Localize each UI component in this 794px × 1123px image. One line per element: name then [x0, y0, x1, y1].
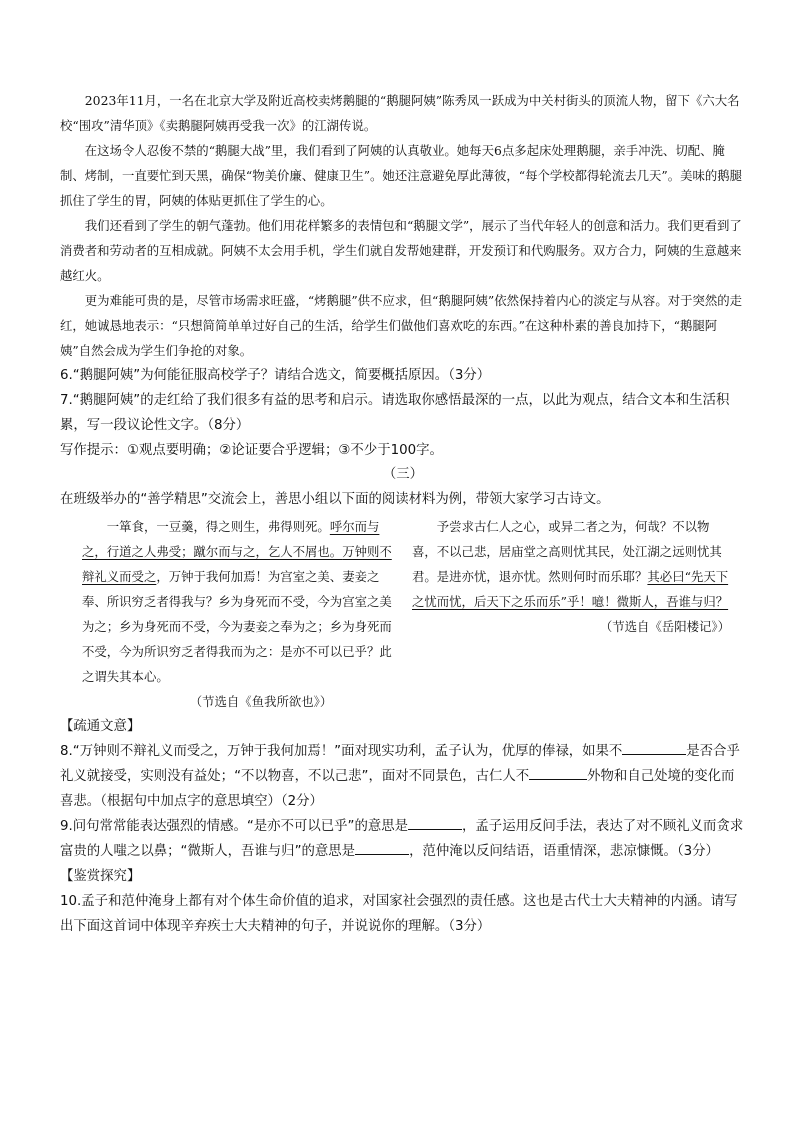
passage-paragraph-2: 在这场令人忍俊不禁的“鹅腿大战”里，我们看到了阿姨的认真敬业。她每天6点多起床处理鹅腿，亲手冲洗、切配、腌制、烤制，一直要忙到天黑，确保“物美价廉、健康卫生”。她还注意避免厚此薄彼，“每个学校都得轮流去几天”。美味的鹅腿抓住了学生的胃，阿姨的体贴更抓住了学生的心。 [60, 143, 743, 208]
left-text-underlined-2: 万钟则不辩礼义而受之 [82, 544, 392, 584]
question-10: 10.孟子和范仲淹身上都有对个体生命价值的追求，对国家社会强烈的责任感。这也是古代士大夫精神的内涵。请写出下面这首词中体现辛弃疾士大夫精神的句子，并说说你的理解。（3分） [60, 894, 738, 934]
question-8-part-c: 外物和自己处境的变化而喜悲。（根据句中加点字的意思填空）（2分） [60, 769, 735, 809]
question-9-part-c: ，范仲淹以反问结语，语重情深，悲凉慷慨。（3分） [409, 844, 719, 859]
left-text-underlined-1: 呼尔而与之，行道之人弗受；蹴尔而与之，乞人不屑也。 [82, 519, 380, 559]
question-7: 7.“鹅腿阿姨”的走红给了我们很多有益的思考和启示。请选取你感悟最深的一点，以此为观点，结合文本和生活积累，写一段议论性文字。（8分） [60, 393, 730, 433]
left-text-rest: ，万钟于我何加焉！为宫室之美、妻妾之奉、所识穷乏者得我与？乡为身死而不受，今为宫室之美为之；乡为身死而不受，今为妻妾之奉为之；乡为身死而不受，今为所识穷乏者得我而为之：是亦不可以已乎？此之谓失其本心。 [82, 569, 392, 684]
heading-jianshang-tanjiu: 【鉴赏探究】 [60, 869, 141, 884]
question-7-hint: 写作提示：①观点要明确；②论证要合乎逻辑；③不少于100字。 [60, 443, 443, 458]
question-6: 6.“鹅腿阿姨”为何能征服高校学子？请结合选文，简要概括原因。（3分） [60, 368, 491, 383]
q9-answer-blank-2[interactable] [355, 840, 409, 855]
question-9 [60, 814, 746, 864]
question-9-part-a: 9.问句常常能表达强烈的情感。“是亦不可以已乎”的意思是 [60, 819, 409, 834]
q9-answer-blank-1[interactable] [408, 815, 462, 830]
section-three-intro: 在班级举办的“善学精思”交流会上，善思小组以下面的阅读材料为例，带领大家学习古诗文。 [60, 492, 610, 507]
passage-paragraph-3: 我们还看到了学生的朝气蓬勃。他们用花样繁多的表情包和“鹅腿文学”，展示了当代年轻人的创意和活力。我们更看到了消费者和劳动者的互相成就。阿姨不太会用手机，学生们就自发帮她建群，开发预订和代购服务。双方合力，阿姨的生意越来越红火。 [60, 218, 742, 283]
right-text-underlined: 其必曰“先天下之忧而忧，后天下之乐而乐”乎！噫！微斯人，吾谁与归？ [412, 569, 729, 609]
question-9-part-b: ，孟子运用反问手法，表达了对不顾礼义而贪求富贵的人嗤之以鼻；“微斯人，吾谁与归”的意思是 [60, 819, 744, 859]
text-yueyang-lou-ji [412, 514, 734, 714]
question-8-part-a: 8.“万钟则不辩礼义而受之，万钟于我何加焉！”面对现实功利，孟子认为，优厚的俸禄，如果不 [60, 744, 623, 759]
text-yu-wo-suo-yu [82, 514, 400, 714]
classical-texts [60, 514, 746, 714]
section-three-title: （三） [382, 467, 424, 482]
right-text-body: 予尝求古仁人之心，或异二者之为，何哉？不以物喜，不以己悲，居庙堂之高则忧其民，处江湖之远则忧其君。是进亦忧，退亦忧。然则何时而乐耶？ [412, 519, 722, 584]
question-8-part-b: 是否合乎礼义就接受，实则没有益处；“不以物喜，不以己悲”，面对不同景色，古仁人不 [60, 744, 740, 784]
passage-paragraph-1: 2023年11月，一名在北京大学及附近高校卖烤鹅腿的“鹅腿阿姨”陈秀凤一跃成为中关村街头的顶流人物，留下《六大名校“围攻”清华顶》《卖鹅腿阿姨再受我一次》的江湖传说。 [60, 93, 740, 133]
q8-answer-blank-2[interactable] [529, 765, 587, 780]
passage-paragraph-4: 更为难能可贵的是，尽管市场需求旺盛，“烤鹅腿”供不应求，但“鹅腿阿姨”依然保持着内心的淡定与从容。对于突然的走红，她诚恳地表示：“只想简简单单过好自己的生活，给学生们做他们喜欢吃的东西。”在这种朴素的善良加持下，“鹅腿阿姨”自然会成为学生们争抢的对象。 [60, 293, 743, 358]
heading-shutong-wenyi: 【疏通文意】 [60, 719, 141, 734]
right-text-source: （节选自《岳阳楼记》） [599, 619, 730, 634]
question-8 [60, 739, 746, 814]
reading-passage [60, 88, 746, 363]
left-text-source: （节选自《鱼我所欲也》） [189, 694, 333, 709]
q8-answer-blank-1[interactable] [622, 740, 686, 755]
left-text-line1: 一箪食，一豆羹，得之则生，弗得则死。 [106, 519, 330, 534]
